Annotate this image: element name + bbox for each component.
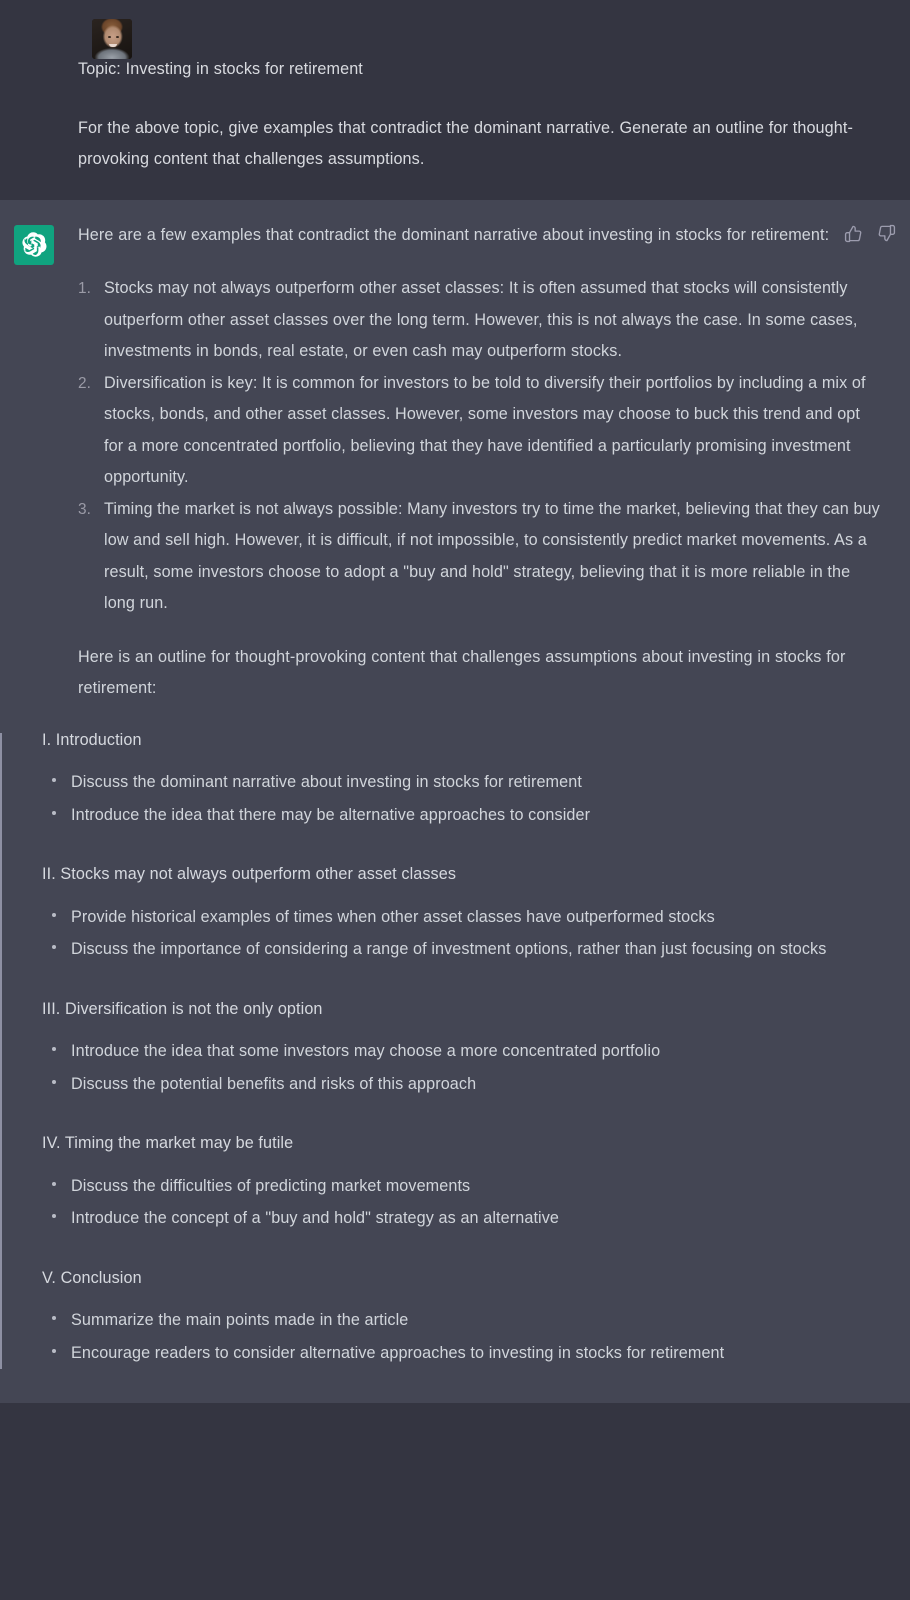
thumbs-down-icon[interactable] — [877, 224, 896, 243]
list-item: Provide historical examples of times when other asset classes have outperformed stocks — [42, 901, 850, 934]
outline-section — [0, 725, 880, 1370]
openai-logo-icon — [22, 232, 47, 257]
outline-heading-3: III. Diversification is not the only option — [42, 999, 323, 1018]
list-item: Encourage readers to consider alternative approaches to investing in stocks for retirement — [42, 1337, 850, 1370]
assistant-message-inner — [0, 220, 910, 1370]
outline-bullets-5 — [42, 1304, 850, 1369]
assistant-avatar — [14, 225, 54, 265]
thumbs-up-icon[interactable] — [844, 224, 863, 243]
list-item: Introduce the idea that there may be alternative approaches to consider — [42, 799, 850, 832]
list-item: Discuss the potential benefits and risks of this approach — [42, 1068, 850, 1101]
outline-bullets-1 — [42, 766, 850, 831]
user-prompt-text: For the above topic, give examples that contradict the dominant narrative. Generate an outline for thought-provoking content that challenges assumptions. — [78, 118, 853, 168]
list-item: Introduce the concept of a "buy and hold" strategy as an alternative — [42, 1202, 850, 1235]
outline-heading-1: I. Introduction — [42, 730, 142, 749]
contradiction-numbered-list — [78, 273, 880, 620]
list-item: Discuss the importance of considering a range of investment options, rather than just focusing on stocks — [42, 933, 850, 966]
list-item: Timing the market is not always possible: Many investors try to time the market, believing that they can buy low and sell high. However, it is difficult, if not impossible, to consistently predict market movements. As a result, some investors choose to adopt a "buy and hold" strategy, believing that it is more reliable in the long run. — [104, 499, 880, 612]
assistant-message-block — [0, 200, 910, 1404]
list-item: Diversification is key: It is common for investors to be told to diversify their portfolios by including a mix of stocks, bonds, and other asset classes. However, some investors may choose to buck this trend and opt for a more concentrated portfolio, believing that they have identified a particularly promising investment opportunity. — [104, 373, 866, 486]
avatar-eye-right — [116, 36, 119, 38]
list-item: Introduce the idea that some investors may choose a more concentrated portfolio — [42, 1035, 850, 1068]
list-item: Stocks may not always outperform other asset classes: It is often assumed that stocks will consistently outperform other asset classes over the long term. However, this is not always the case. In some cases, investments in bonds, real estate, or even cash may outperform stocks. — [104, 279, 858, 360]
avatar-photo-image — [92, 19, 132, 59]
outline-bullets-4 — [42, 1170, 850, 1235]
outline-heading-5: V. Conclusion — [42, 1268, 142, 1287]
list-item: Discuss the dominant narrative about investing in stocks for retirement — [42, 766, 850, 799]
assistant-lead-paragraph: Here are a few examples that contradict the dominant narrative about investing in stocks for retirement: — [78, 225, 830, 244]
outline-heading-4: IV. Timing the market may be futile — [42, 1134, 294, 1152]
user-message-block — [0, 0, 910, 200]
outline-bullets-2 — [42, 901, 850, 966]
feedback-buttons — [844, 224, 896, 243]
user-topic-line: Topic: Investing in stocks for retirement — [78, 60, 363, 78]
user-avatar — [92, 19, 132, 59]
user-message-inner — [0, 14, 910, 176]
outline-bullets-3 — [42, 1035, 850, 1100]
list-item: Summarize the main points made in the article — [42, 1304, 850, 1337]
list-item: Discuss the difficulties of predicting market movements — [42, 1170, 850, 1203]
assistant-outline-intro: Here is an outline for thought-provoking content that challenges assumptions about investing in stocks for retirement: — [78, 647, 846, 697]
outline-heading-2: II. Stocks may not always outperform other asset classes — [42, 865, 457, 883]
avatar-eye-left — [108, 36, 111, 38]
